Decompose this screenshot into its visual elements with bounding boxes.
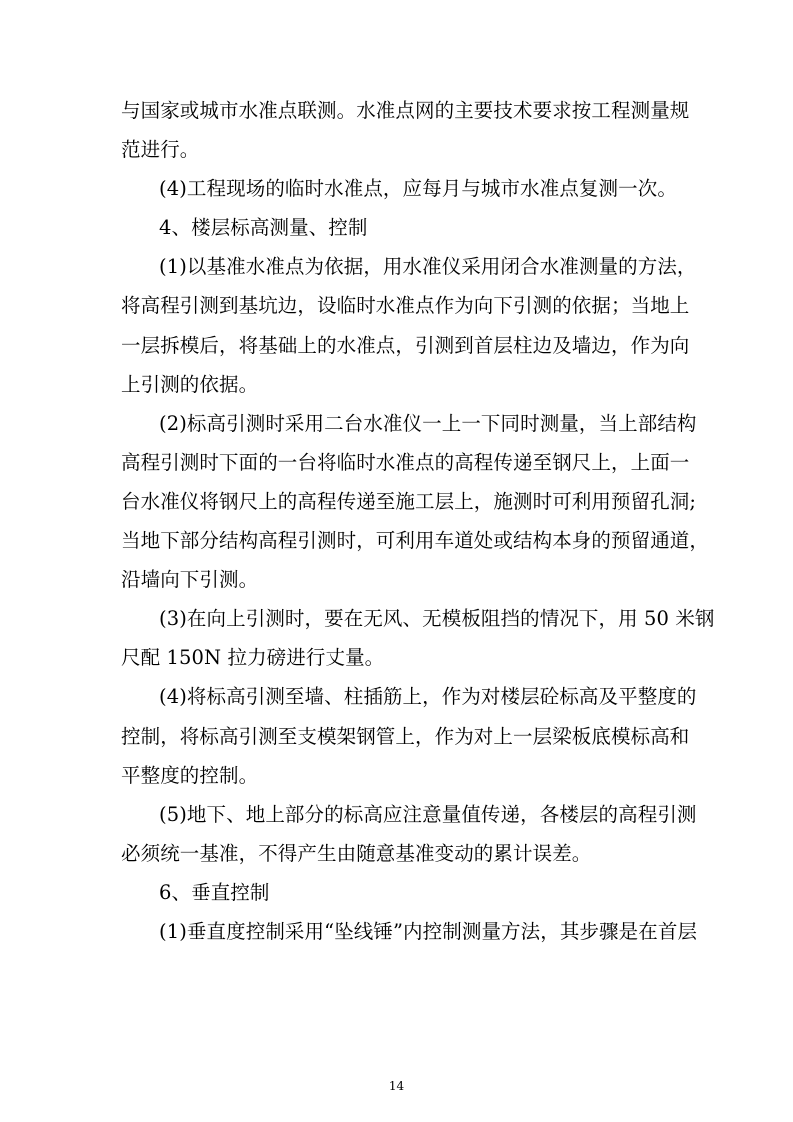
text-line: 平整度的控制。 (121, 763, 259, 787)
page-body (121, 91, 715, 951)
text-line: 台水准仪将钢尺上的高程传递至施工层上，施测时可利用预留孔洞; (121, 489, 697, 513)
text-line: (2)标高引测时采用二台水准仪一上一下同时测量，当上部结构 (159, 411, 697, 435)
text-line: 范进行。 (121, 138, 200, 162)
section-heading: 4、楼层标高测量、控制 (159, 216, 368, 240)
text-line: 与国家或城市水准点联测。水准点网的主要技术要求按工程测量规 (121, 99, 690, 122)
text-line: (4)工程现场的临时水准点，应每月与城市水准点复测一次。 (159, 177, 677, 201)
text-line: 上引测的依据。 (121, 372, 259, 396)
section-heading: 6、垂直控制 (159, 880, 270, 904)
text-line: (1)以基准水准点为依据，用水准仪采用闭合水准测量的方法， (159, 255, 697, 279)
text-line: 高程引测时下面的一台将临时水准点的高程传递至钢尺上，上面一 (121, 450, 690, 474)
text-line: 控制，将标高引测至支模架钢管上，作为对上一层梁板底模标高和 (121, 724, 690, 748)
text-line: (4)将标高引测至墙、柱插筋上，作为对楼层砼标高及平整度的 (159, 685, 697, 709)
text-line: (5)地下、地上部分的标高应注意量值传递，各楼层的高程引测 (159, 802, 697, 826)
text-line: (1)垂直度控制采用“坠线锤”内控制测量方法，其步骤是在首层 (159, 919, 698, 943)
text-line: 尺配 150N 拉力磅进行丈量。 (121, 646, 385, 670)
text-line: 当地下部分结构高程引测时，可利用车道处或结构本身的预留通道， (121, 529, 710, 553)
text-line: (3)在向上引测时，要在无风、无模板阻挡的情况下，用 50 米钢 (159, 607, 715, 631)
text-line: 必须统一基准，不得产生由随意基准变动的累计误差。 (121, 841, 592, 865)
text-line: 将高程引测到基坑边，设临时水准点作为向下引测的依据；当地上 (121, 294, 690, 318)
text-line: 沿墙向下引测。 (121, 568, 259, 592)
page-number: 14 (388, 1079, 405, 1093)
text-line: 一层拆模后，将基础上的水准点，引测到首层柱边及墙边，作为向 (121, 333, 690, 357)
